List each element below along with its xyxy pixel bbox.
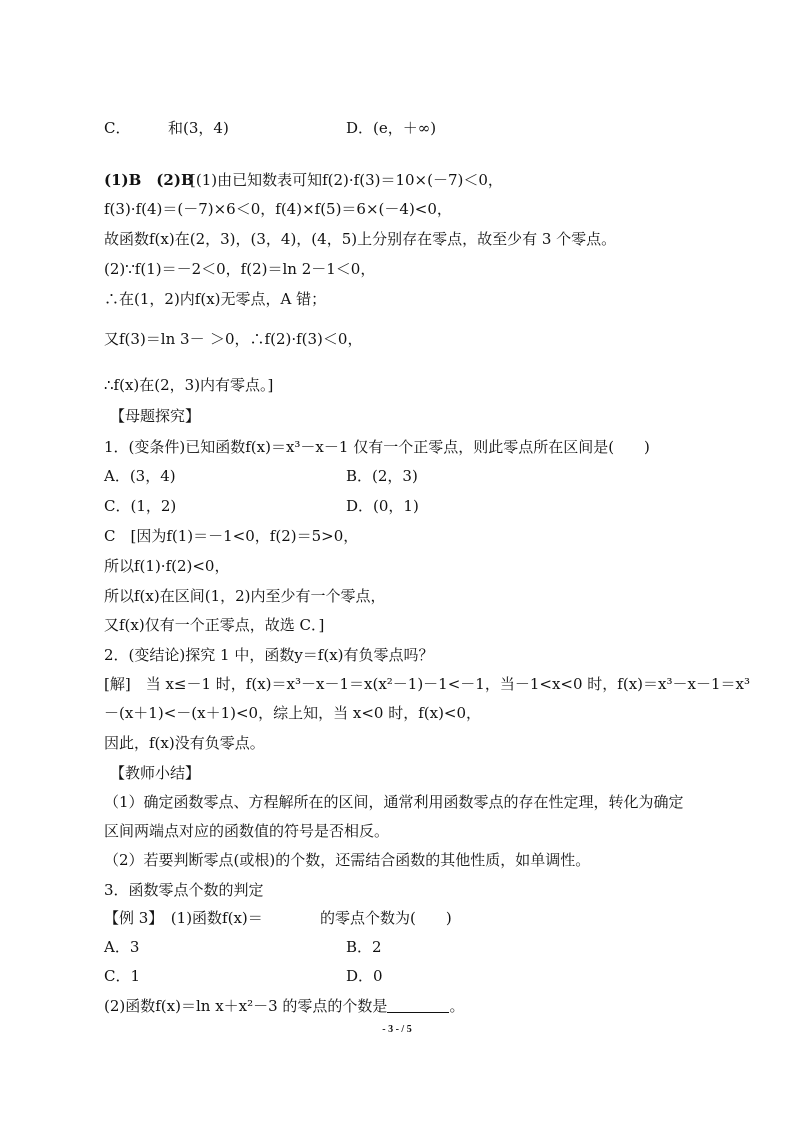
question-stem: 2．(变结论)探究 1 中，函数y＝f(x)有负零点吗？ [104,646,434,664]
option-c-text: 和(3，4) [168,119,229,137]
option-c: C．(1，2) [104,497,177,515]
solution-line: 所以f(1)·f(2)<0， [104,557,230,575]
solution-line: C [因为f(1)＝－1<0，f(2)＝5>0， [104,527,359,545]
solution-line: 又f(x)仅有一个正零点，故选 C．] [104,616,325,634]
example-question-text: (2)函数f(x)＝ln x＋x²－3 的零点的个数是 [104,997,388,1015]
option-d: D．0 [346,967,383,985]
summary-text: （1）确定函数零点、方程解所在的区间，通常利用函数零点的存在性定理，转化为确定 [104,793,684,811]
option-a: A．3 [104,938,140,956]
question-stem: 1．(变条件)已知函数f(x)＝x³－x－1 仅有一个正零点，则此零点所在区间是( ) [104,438,650,456]
section-heading: 【教师小结】 [110,764,201,782]
solution-line: [解] 当 x≤－1 时，f(x)＝x³－x－1＝x(x²－1)－1<－1，当－1<x<0 时，f(x)＝x³－x－1＝x³ [104,675,750,693]
example-stem: 【例 3】 (1)函数f(x)＝ [104,909,263,927]
option-b: B．2 [346,938,382,956]
solution-line: ∴在(1，2)内f(x)无零点，A 错； [104,290,327,308]
solution-line: 故函数f(x)在(2，3)，(3，4)，(4，5)上分别存在零点，故至少有 3 个零点。 [104,230,617,248]
section-heading: 3．函数零点个数的判定 [104,881,264,899]
solution-line: 所以f(x)在区间(1，2)内至少有一个零点， [104,587,386,605]
section-heading: 【母题探究】 [110,407,201,425]
solution-line: (2)∵f(1)＝－2＜0，f(2)＝ln 2－1＜0， [104,260,376,278]
option-c-label: C． [104,119,131,137]
option-d: D．(0，1) [346,497,419,515]
solution-line: －(x＋1)<－(x＋1)<0，综上知，当 x<0 时，f(x)<0， [104,704,482,722]
solution-line: [(1)由已知数表可知f(2)·f(3)＝10×(－7)＜0， [190,171,503,189]
summary-text: （2）若要判断零点(或根)的个数，还需结合函数的其他性质，如单调性。 [104,851,591,869]
solution-line: 又f(3)＝ln 3－ [104,330,205,348]
solution-line: ＞0，∴f(2)·f(3)＜0， [210,330,363,348]
option-d: D．(e，＋∞) [346,119,437,137]
period: 。 [449,997,465,1015]
solution-line: 因此，f(x)没有负零点。 [104,734,265,752]
option-c: C．1 [104,967,141,985]
option-b: B．(2，3) [346,467,418,485]
summary-text: 区间两端点对应的函数值的符号是否相反。 [104,822,390,840]
solution-line: ∴f(x)在(2，3)内有零点。] [104,376,274,394]
page-number: - 3 - / 5 [382,1024,412,1035]
answer-blank[interactable] [387,998,449,1013]
answer-key: (1)B (2)B [104,171,194,189]
example-question [104,996,464,1016]
solution-line: f(3)·f(4)＝(－7)×6＜0，f(4)×f(5)＝6×(－4)<0， [104,200,452,218]
example-stem: 的零点个数为( ) [320,909,452,927]
option-a: A．(3，4) [104,467,176,485]
